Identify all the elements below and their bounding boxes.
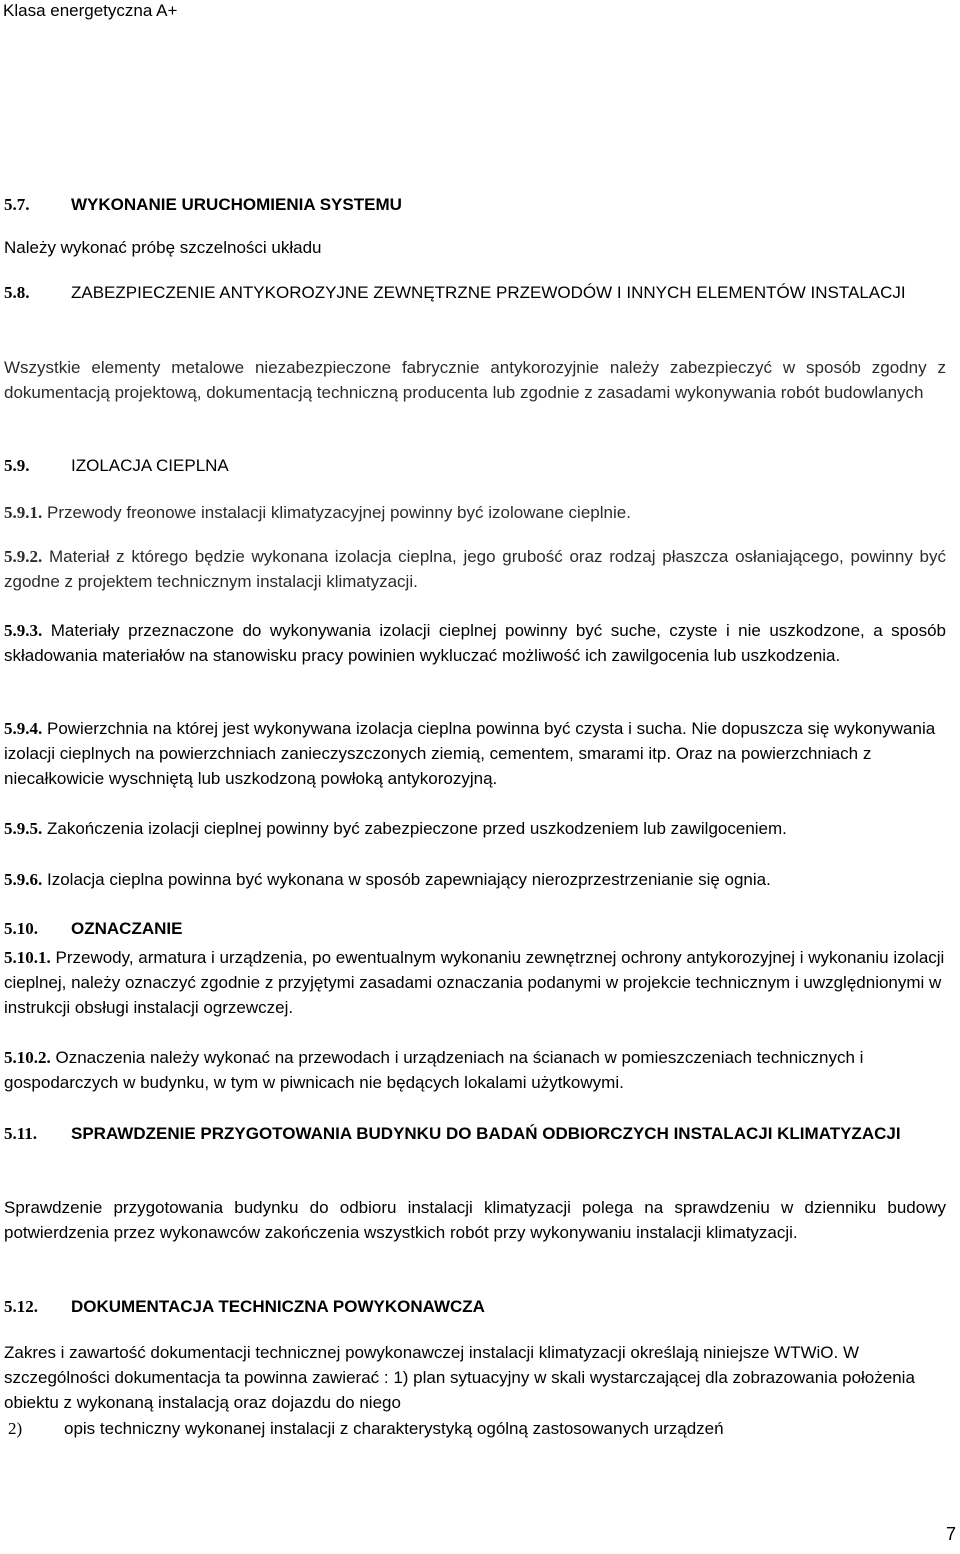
document-header [0,0,960,26]
section-5-11-text: Sprawdzenie przygotowania budynku do odbioru instalacji klimatyzacji polega na sprawdzeniu w dzienniku budowy potwierdzenia przez wykonawców zakończenia wszystkich robót przy wykonywaniu instalacji klimatyzacji. [4,1198,946,1242]
section-number: 5.8. [4,283,30,302]
page-number: 7 [945,1524,956,1544]
paragraph-5-9-1 [4,500,946,525]
section-5-11-heading [4,1121,946,1146]
section-number: 5.12. [4,1297,38,1316]
section-5-8-text: Wszystkie elementy metalowe niezabezpieczone fabrycznie antykorozyjnie należy zabezpieczyć w sposób zgodny z dokumentacją projektową, dokumentacją techniczną producenta lub zgodnie z zasadami wykonywania robót budowlanych [4,358,946,402]
section-title: SPRAWDZENIE PRZYGOTOWANIA BUDYNKU DO BADAŃ ODBIORCZYCH INSTALACJI KLIMATYZACJI [71,1124,901,1143]
section-5-7-heading [4,192,946,217]
section-5-8-heading [4,280,946,305]
section-number: 5.11. [4,1124,38,1143]
list-item-2 [8,1416,950,1441]
paragraph-5-9-5 [4,816,946,841]
item-number: 5.9.6. [4,870,43,889]
item-number: 5.9.1. [4,503,43,522]
item-text: Oznaczenia należy wykonać na przewodach i urządzeniach na ścianach w pomieszczeniach technicznych i gospodarczych w budynku, w tym w piwnicach nie będących lokalami użytkowymi. [4,1048,864,1092]
paragraph-5-9-2 [4,544,946,594]
item-number: 5.10.2. [4,1048,51,1067]
list-number: 2) [8,1419,23,1438]
item-text: Materiał z którego będzie wykonana izolacja cieplna, jego grubość oraz rodzaj płaszcza osłaniającego, powinny być zgodne z projektem technicznym instalacji klimatyzacji. [4,547,946,591]
paragraph-5-9-6 [4,867,946,892]
section-title: IZOLACJA CIEPLNA [71,456,229,475]
item-text: Materiały przeznaczone do wykonywania izolacji cieplnej powinny być suche, czyste i nie uszkodzone, a sposób składowania materiałów na stanowisku pracy powinien wykluczać możliwość ich zawilgocenia lub uszkodzenia. [4,621,946,665]
item-number: 5.10.1. [4,948,51,967]
section-5-9-heading [4,453,946,478]
item-number: 5.9.3. [4,621,43,640]
paragraph-5-9-3 [4,618,946,668]
section-number: 5.9. [4,456,30,475]
section-number: 5.10. [4,919,38,938]
section-5-12-text: Zakres i zawartość dokumentacji technicznej powykonawczej instalacji klimatyzacji określają niniejsze WTWiO. W szczególności dokumentacja ta powinna zawierać : 1) plan sytuacyjny w skali wystarczającej dla zobrazowania położenia obiektu z wykonaną instalacją oraz dojazdu do niego [4,1343,915,1412]
item-text: Zakończenia izolacji cieplnej powinny być zabezpieczone przed uszkodzeniem lub zawilgoceniem. [46,819,787,838]
header-title: Klasa energetyczna A+ [3,1,178,20]
item-number: 5.9.4. [4,719,43,738]
item-number: 5.9.2. [4,547,43,566]
item-text: Przewody, armatura i urządzenia, po ewentualnym wykonaniu zewnętrznej ochrony antykorozyjnej i wykonaniu izolacji cieplnej, należy oznaczyć zgodnie z przyjętymi zasadami oznaczania podanymi w projekcie technicznym i uwzględnionymi w instrukcji obsługi instalacji ogrzewczej. [4,948,945,1017]
section-title: WYKONANIE URUCHOMIENIA SYSTEMU [71,195,402,214]
paragraph-5-10-2 [4,1045,946,1095]
paragraph-5-9-4 [4,716,946,791]
section-number: 5.7. [4,195,30,214]
item-text: Izolacja cieplna powinna być wykonana w sposób zapewniający nierozprzestrzenianie się ognia. [46,870,771,889]
paragraph-5-10-1 [4,945,946,1020]
section-title: OZNACZANIE [71,919,183,938]
section-5-7-text: Należy wykonać próbę szczelności układu [4,238,322,257]
section-5-12-heading [4,1294,946,1319]
section-title: ZABEZPIECZENIE ANTYKOROZYJNE ZEWNĘTRZNE PRZEWODÓW I INNYCH ELEMENTÓW INSTALACJI [71,283,906,302]
section-5-10-heading [4,916,946,941]
item-number: 5.9.5. [4,819,43,838]
item-text: Przewody freonowe instalacji klimatyzacyjnej powinny być izolowane cieplnie. [46,503,631,522]
list-text: opis techniczny wykonanej instalacji z charakterystyką ogólną zastosowanych urządzeń [64,1419,724,1438]
item-text: Powierzchnia na której jest wykonywana izolacja cieplna powinna być czysta i sucha. Nie dopuszcza się wykonywania izolacji cieplnych na powierzchniach zanieczyszczonych ziemią, cementem, smarami itp. Oraz na powierzchniach z niecałkowicie wyschniętą lub uszkodzoną powłoką antykorozyjną. [4,719,936,788]
section-title: DOKUMENTACJA TECHNICZNA POWYKONAWCZA [71,1297,485,1316]
